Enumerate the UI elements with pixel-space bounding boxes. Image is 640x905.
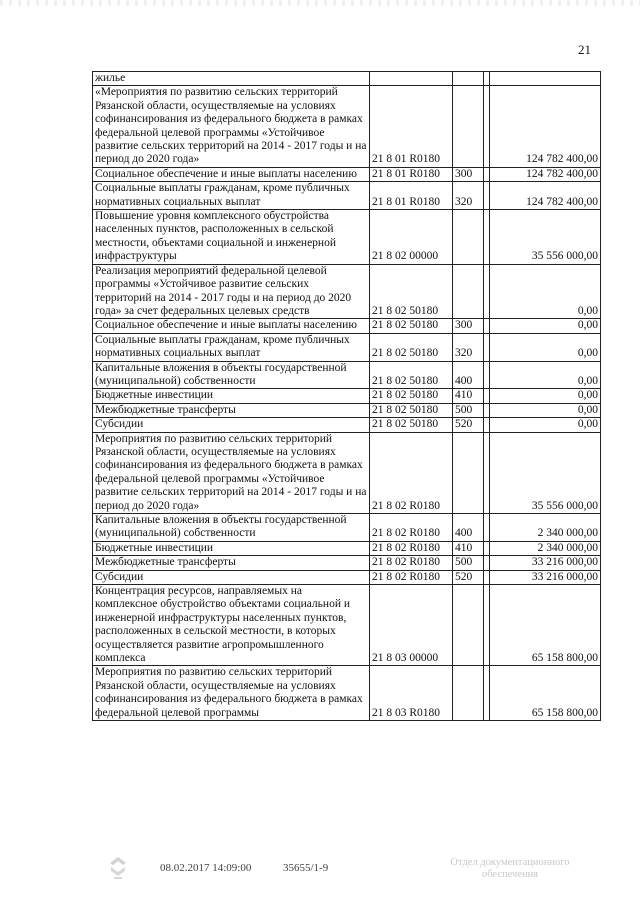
row-code: 21 8 03 00000 xyxy=(370,585,453,666)
row-expense-type: 320 xyxy=(453,333,484,361)
row-expense-type xyxy=(453,72,484,86)
table-row xyxy=(93,585,601,666)
row-amount: 2 340 000,00 xyxy=(490,541,601,555)
row-expense-type: 400 xyxy=(453,514,484,542)
table-row xyxy=(93,86,601,167)
row-name: Бюджетные инвестиции xyxy=(93,541,370,555)
table-row xyxy=(93,556,601,570)
row-expense-type xyxy=(453,585,484,666)
footer-doc-number: 35655/1-9 xyxy=(283,862,329,874)
row-code: 21 8 02 R0180 xyxy=(370,570,453,584)
watermark-line-2: обеспечения xyxy=(481,869,539,880)
row-name: Мероприятия по развитию сельских территорий Рязанской области, осуществляемые на условиях софинансирования из федерального бюджета в рамках федеральной целевой программы «Устойчивое развитие сельских территорий на 2014 - 2017 годы и на период до 2020 года» xyxy=(93,432,370,513)
row-expense-type xyxy=(453,264,484,319)
row-name: Повышение уровня комплексного обустройства населенных пунктов, расположенных в сельской местности, объектами социальной и инженерной инфраструктуры xyxy=(93,210,370,265)
footer-date: 08.02.2017 14:09:00 xyxy=(160,862,252,874)
table-row xyxy=(93,541,601,555)
row-name: Бюджетные инвестиции xyxy=(93,389,370,403)
row-code: 21 8 01 R0180 xyxy=(370,182,453,210)
row-amount: 2 340 000,00 xyxy=(490,514,601,542)
row-name: Социальные выплаты гражданам, кроме публичных нормативных социальных выплат xyxy=(93,182,370,210)
row-name: «Мероприятия по развитию сельских территорий Рязанской области, осуществляемые на условиях софинансирования из федерального бюджета в рамках федеральной целевой программы «Устойчивое развитие сельских территорий на 2014 - 2017 годы и на период до 2020 года» xyxy=(93,86,370,167)
row-amount: 65 158 800,00 xyxy=(490,585,601,666)
row-amount: 35 556 000,00 xyxy=(490,210,601,265)
row-amount: 124 782 400,00 xyxy=(490,182,601,210)
row-code: 21 8 02 50180 xyxy=(370,403,453,417)
row-code: 21 8 03 R0180 xyxy=(370,666,453,721)
table-row xyxy=(93,361,601,389)
table-row xyxy=(93,389,601,403)
row-expense-type xyxy=(453,666,484,721)
department-watermark xyxy=(445,857,575,881)
table-row xyxy=(93,666,601,721)
row-name: Субсидии xyxy=(93,418,370,432)
row-expense-type: 500 xyxy=(453,556,484,570)
row-code: 21 8 01 R0180 xyxy=(370,86,453,167)
row-expense-type xyxy=(453,432,484,513)
row-expense-type: 410 xyxy=(453,541,484,555)
row-name: Реализация мероприятий федеральной целевой программы «Устойчивое развитие сельских территорий на 2014 - 2017 годы и на период до 2020 года» за счет федеральных целевых средств xyxy=(93,264,370,319)
row-amount: 0,00 xyxy=(490,319,601,333)
row-amount: 0,00 xyxy=(490,333,601,361)
row-name: Мероприятия по развитию сельских территорий Рязанской области, осуществляемые на условиях софинансирования из федерального бюджета в рамках федеральной целевой программы xyxy=(93,666,370,721)
row-name: Социальные выплаты гражданам, кроме публичных нормативных социальных выплат xyxy=(93,333,370,361)
row-name: Капитальные вложения в объекты государственной (муниципальной) собственности xyxy=(93,514,370,542)
table-row xyxy=(93,333,601,361)
table-row xyxy=(93,403,601,417)
page-number: 21 xyxy=(578,42,591,57)
row-expense-type: 520 xyxy=(453,570,484,584)
row-code xyxy=(370,72,453,86)
table-row xyxy=(93,570,601,584)
row-amount: 0,00 xyxy=(490,389,601,403)
row-expense-type: 400 xyxy=(453,361,484,389)
row-code: 21 8 02 R0180 xyxy=(370,514,453,542)
row-code: 21 8 02 R0180 xyxy=(370,432,453,513)
table-row xyxy=(93,432,601,513)
row-amount: 65 158 800,00 xyxy=(490,666,601,721)
row-expense-type: 300 xyxy=(453,167,484,181)
row-amount: 124 782 400,00 xyxy=(490,167,601,181)
row-expense-type xyxy=(453,210,484,265)
row-amount: 33 216 000,00 xyxy=(490,556,601,570)
row-expense-type: 500 xyxy=(453,403,484,417)
table-row xyxy=(93,319,601,333)
row-expense-type xyxy=(453,86,484,167)
row-expense-type: 320 xyxy=(453,182,484,210)
row-name: жилье xyxy=(93,72,370,86)
row-expense-type: 410 xyxy=(453,389,484,403)
row-name: Концентрация ресурсов, направляемых на комплексное обустройство объектами социальной и инженерной инфраструктуры населенных пунктов, расположенных в сельской местности, в которых осуществляется развитие агропромышленного комплекса xyxy=(93,585,370,666)
row-code: 21 8 01 R0180 xyxy=(370,167,453,181)
row-expense-type: 520 xyxy=(453,418,484,432)
row-amount: 124 782 400,00 xyxy=(490,86,601,167)
budget-table xyxy=(92,71,601,721)
table-row xyxy=(93,418,601,432)
row-amount xyxy=(490,72,601,86)
row-amount: 0,00 xyxy=(490,418,601,432)
row-name: Субсидии xyxy=(93,570,370,584)
row-code: 21 8 02 50180 xyxy=(370,361,453,389)
row-amount: 0,00 xyxy=(490,361,601,389)
table-row xyxy=(93,182,601,210)
row-name: Социальное обеспечение и иные выплаты населению xyxy=(93,167,370,181)
row-code: 21 8 02 R0180 xyxy=(370,556,453,570)
table-row xyxy=(93,514,601,542)
table-row xyxy=(93,210,601,265)
table-row xyxy=(93,167,601,181)
row-amount: 0,00 xyxy=(490,264,601,319)
watermark-line-1: Отдел документационного xyxy=(450,857,570,868)
row-amount: 35 556 000,00 xyxy=(490,432,601,513)
stamp-logo-icon xyxy=(106,855,130,886)
scan-edge-artifact xyxy=(0,0,640,6)
row-code: 21 8 02 50180 xyxy=(370,264,453,319)
row-name: Социальное обеспечение и иные выплаты населению xyxy=(93,319,370,333)
row-name: Капитальные вложения в объекты государственной (муниципальной) собственности xyxy=(93,361,370,389)
row-code: 21 8 02 50180 xyxy=(370,418,453,432)
row-code: 21 8 02 50180 xyxy=(370,319,453,333)
row-code: 21 8 02 R0180 xyxy=(370,541,453,555)
row-amount: 0,00 xyxy=(490,403,601,417)
row-name: Межбюджетные трансферты xyxy=(93,556,370,570)
table-row xyxy=(93,72,601,86)
row-code: 21 8 02 50180 xyxy=(370,389,453,403)
budget-table-body xyxy=(93,72,601,721)
row-code: 21 8 02 00000 xyxy=(370,210,453,265)
row-amount: 33 216 000,00 xyxy=(490,570,601,584)
row-code: 21 8 02 50180 xyxy=(370,333,453,361)
row-name: Межбюджетные трансферты xyxy=(93,403,370,417)
row-expense-type: 300 xyxy=(453,319,484,333)
table-row xyxy=(93,264,601,319)
